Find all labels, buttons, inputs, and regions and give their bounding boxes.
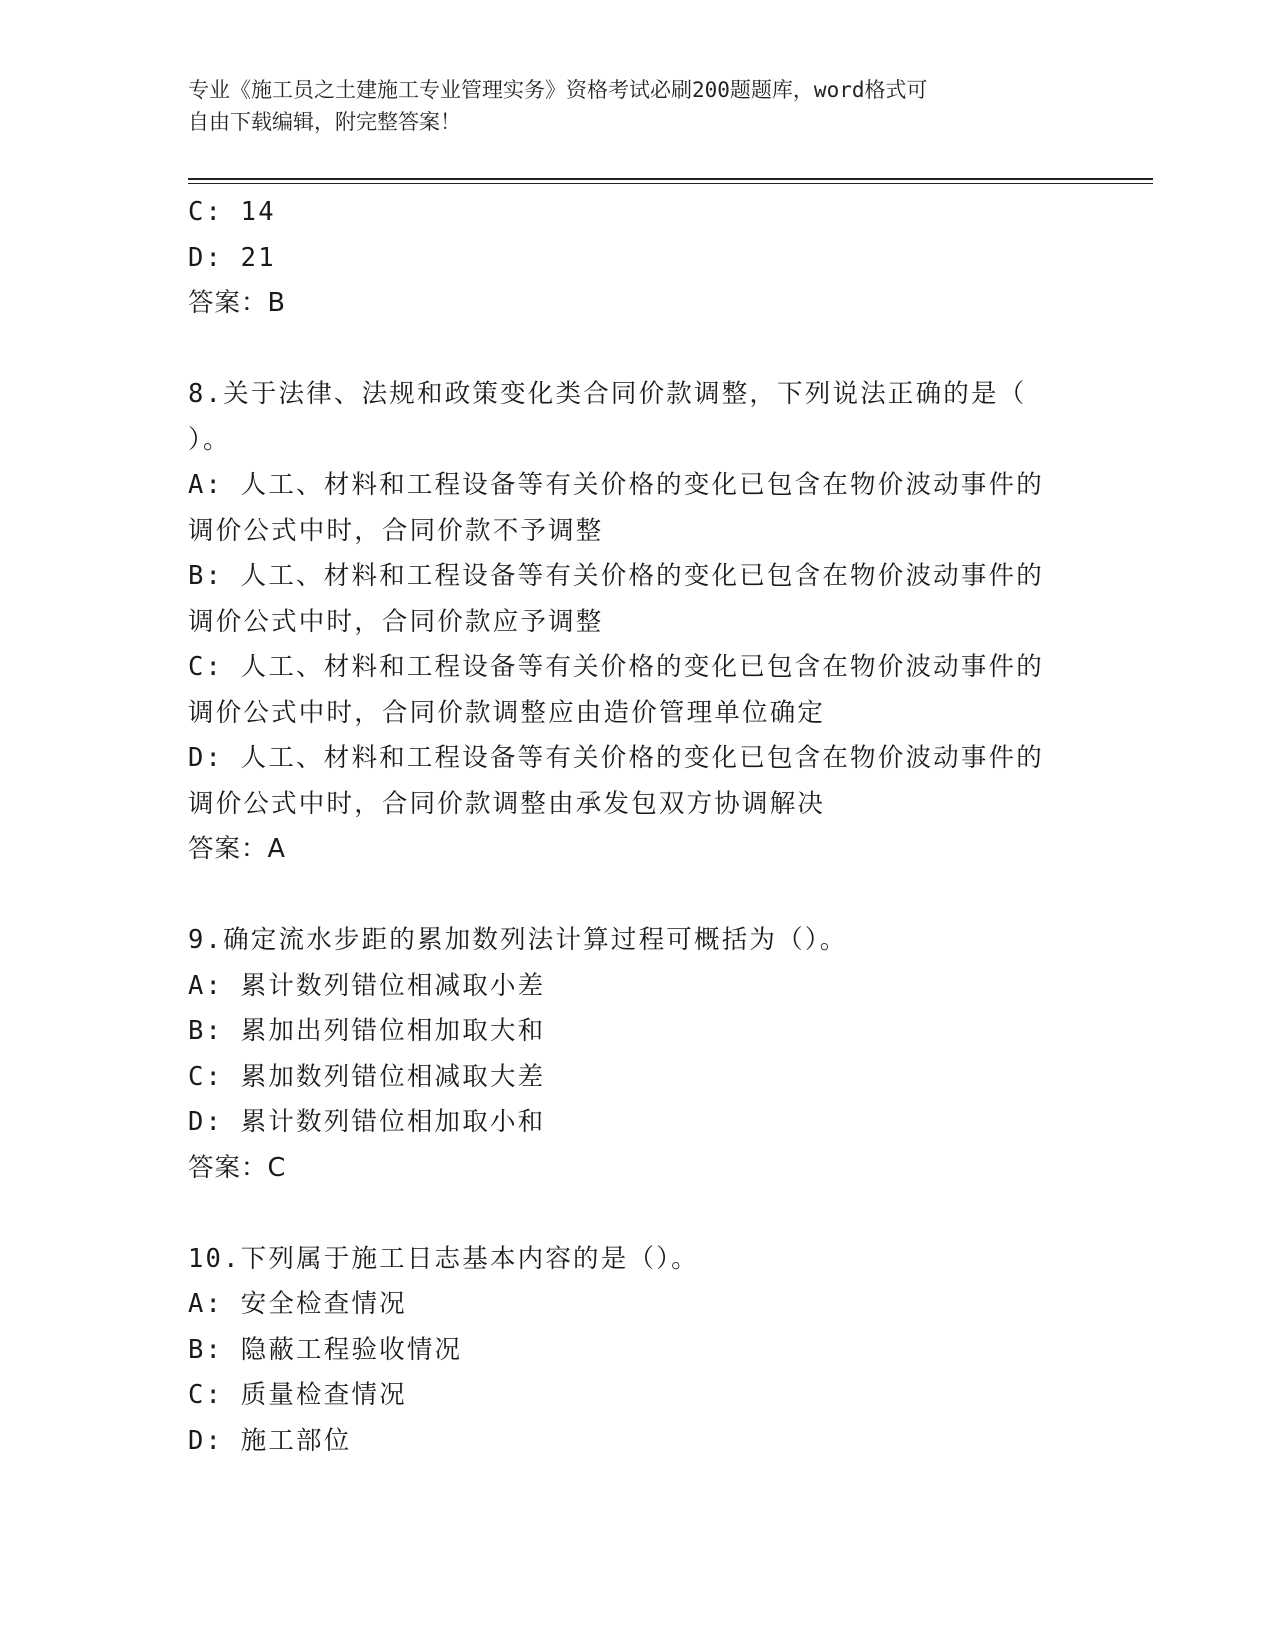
question-stem: 10.下列属于施工日志基本内容的是（）。 — [188, 1243, 699, 1274]
question-9 — [188, 918, 1088, 1191]
option-c: C: 累加数列错位相减取大差 — [188, 1061, 546, 1092]
option-a: A: 人工、材料和工程设备等有关价格的变化已包含在物价波动事件的 — [188, 470, 1044, 500]
option-d: D: 累计数列错位相加取小和 — [188, 1107, 546, 1137]
option-d: D: 人工、材料和工程设备等有关价格的变化已包含在物价波动事件的 — [188, 743, 1044, 773]
question-10 — [188, 1237, 1088, 1465]
question-8 — [188, 372, 1088, 873]
question-content — [188, 190, 1088, 1464]
option-c-cont: 调价公式中时，合同价款调整应由造价管理单位确定 — [188, 697, 826, 728]
option-b-cont: 调价公式中时，合同价款应予调整 — [188, 606, 604, 637]
question-stem: 8.关于法律、法规和政策变化类合同价款调整，下列说法正确的是（ — [188, 379, 1027, 409]
answer: 答案：A — [188, 834, 286, 864]
option-b: B: 隐蔽工程验收情况 — [188, 1334, 463, 1365]
option-a: A: 安全检查情况 — [188, 1289, 407, 1319]
option-c: C: 质量检查情况 — [188, 1380, 407, 1410]
option-a-cont: 调价公式中时，合同价款不予调整 — [188, 515, 604, 546]
header-title-line-1: 专业《施工员之土建施工专业管理实务》资格考试必刷200题题库，word格式可 — [188, 78, 928, 102]
option-d: D: 施工部位 — [188, 1425, 352, 1456]
header-divider-thin — [188, 183, 1153, 184]
prev-question — [188, 190, 1088, 327]
page-header — [188, 74, 1068, 138]
option-c: C: 人工、材料和工程设备等有关价格的变化已包含在物价波动事件的 — [188, 652, 1044, 682]
option-c: C: 14 — [188, 197, 276, 227]
question-stem-cont: ）。 — [188, 424, 231, 455]
answer: 答案：C — [188, 1152, 287, 1183]
option-a: A: 累计数列错位相减取小差 — [188, 970, 546, 1001]
option-d-cont: 调价公式中时，合同价款调整由承发包双方协调解决 — [188, 788, 826, 819]
option-b: B: 累加出列错位相加取大和 — [188, 1016, 546, 1046]
answer: 答案：B — [188, 288, 286, 318]
option-d: D: 21 — [188, 242, 276, 273]
question-stem: 9.确定流水步距的累加数列法计算过程可概括为（）。 — [188, 925, 848, 955]
option-b: B: 人工、材料和工程设备等有关价格的变化已包含在物价波动事件的 — [188, 561, 1044, 591]
header-title-line-2: 自由下载编辑，附完整答案！ — [188, 110, 461, 134]
header-divider-thick — [188, 178, 1153, 180]
